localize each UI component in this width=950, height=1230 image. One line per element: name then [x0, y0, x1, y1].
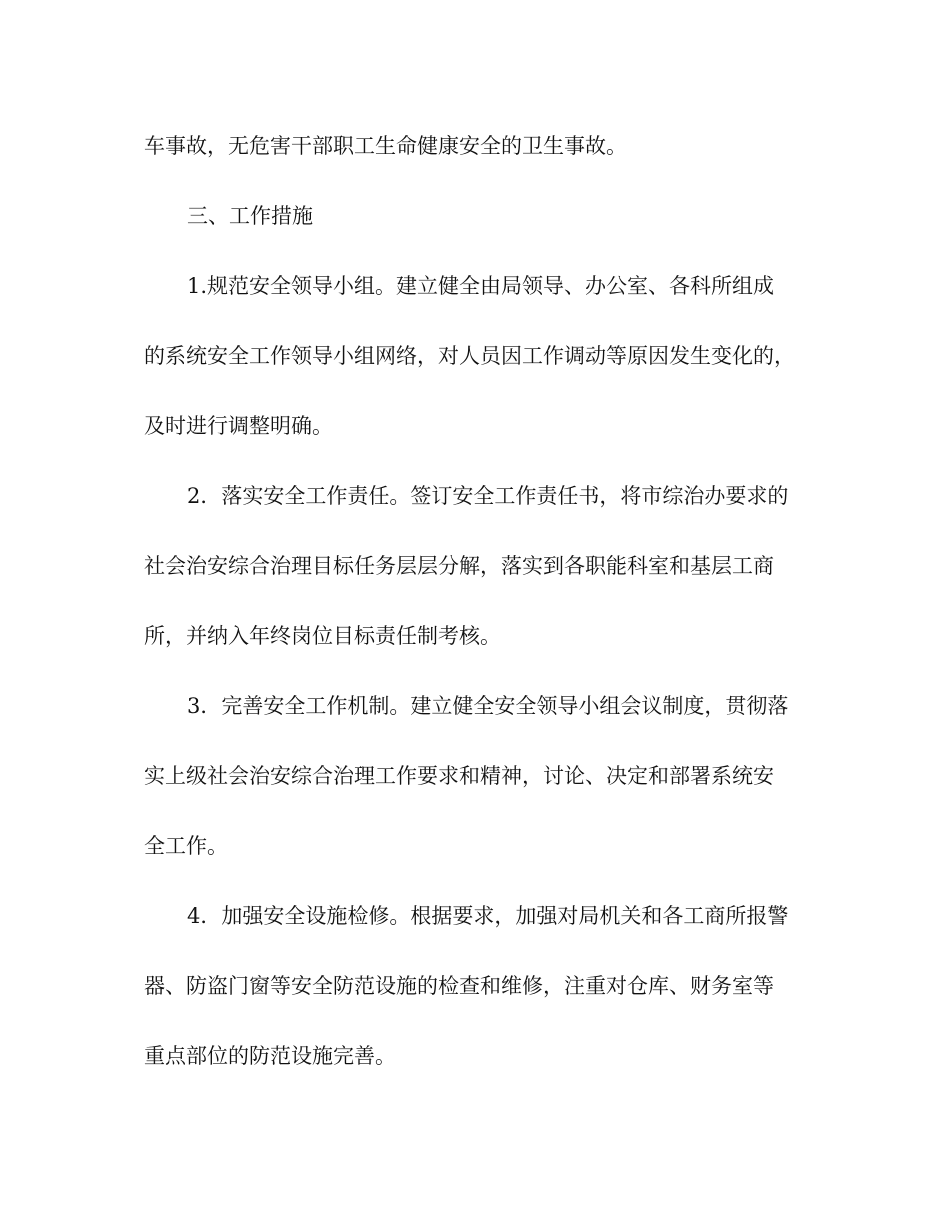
item-3-line-3: 全工作。	[144, 834, 228, 858]
item-2-line-2: 社会治安综合治理目标任务层层分解，落实到各职能科室和基层工商	[144, 554, 774, 578]
item-1-line-1: 1.规范安全领导小组。建立健全由局领导、办公室、各科所组成	[187, 274, 775, 298]
item-4-line-3: 重点部位的防范设施完善。	[144, 1044, 396, 1068]
item-3-line-1: 3．完善安全工作机制。建立健全安全领导小组会议制度，贯彻落	[187, 694, 789, 718]
item-2-line-3: 所，并纳入年终岗位目标责任制考核。	[144, 624, 501, 648]
item-1-line-3: 及时进行调整明确。	[144, 414, 333, 438]
item-2-line-1: 2．落实安全工作责任。签订安全工作责任书，将市综治办要求的	[187, 484, 789, 508]
section-heading: 三、工作措施	[187, 204, 313, 228]
item-3-line-2: 实上级社会治安综合治理工作要求和精神，讨论、决定和部署系统安	[144, 764, 774, 788]
paragraph-continuation-line: 车事故，无危害干部职工生命健康安全的卫生事故。	[144, 134, 627, 158]
item-4-line-2: 器、防盗门窗等安全防范设施的检查和维修，注重对仓库、财务室等	[144, 974, 774, 998]
item-1-line-2: 的系统安全工作领导小组网络，对人员因工作调动等原因发生变化的，	[144, 344, 795, 368]
item-4-line-1: 4．加强安全设施检修。根据要求，加强对局机关和各工商所报警	[187, 904, 789, 928]
